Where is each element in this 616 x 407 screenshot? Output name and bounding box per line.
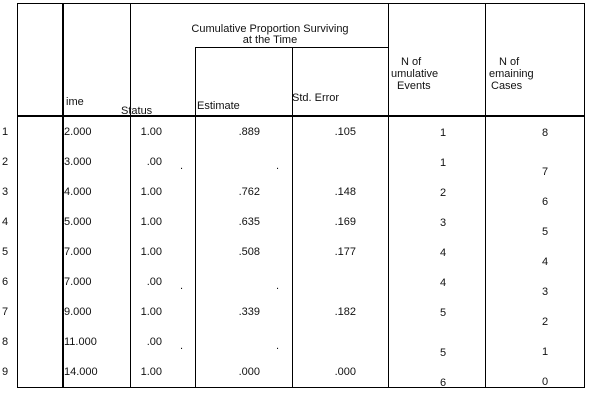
cell-estimate: .762	[238, 186, 260, 198]
cell-events: 4	[439, 247, 447, 259]
cell-std-error: .105	[334, 126, 356, 138]
cell-status: .00	[146, 156, 162, 168]
grid-line	[17, 3, 585, 4]
cell-time: 7.000	[64, 246, 92, 258]
cell-time: 7.000	[64, 276, 92, 288]
cell-estimate: .	[276, 280, 280, 292]
cell-status: 1.00	[140, 126, 162, 138]
cell-status: .00	[146, 276, 162, 288]
cell-remaining: 0	[541, 376, 549, 388]
row-index: 9	[1, 366, 9, 378]
cell-std-error: .177	[334, 246, 356, 258]
cell-events: 2	[439, 187, 447, 199]
cell-estimate: .	[276, 160, 280, 172]
cell-time: 2.000	[64, 126, 92, 138]
row-index: 3	[1, 186, 9, 198]
cell-remaining: 8	[541, 127, 549, 139]
grid-line	[584, 3, 585, 388]
grid-line	[17, 115, 585, 117]
cell-remaining: 3	[541, 286, 549, 298]
row-index: 7	[1, 306, 9, 318]
grid-line	[17, 3, 18, 388]
cell-status: .00	[146, 336, 162, 348]
cell-status: 1.00	[140, 306, 162, 318]
cell-std-error: .000	[334, 366, 356, 378]
cell-blank-dot: .	[180, 340, 184, 352]
grid-line	[195, 47, 389, 48]
row-index: 2	[1, 156, 9, 168]
cell-std-error: .169	[334, 216, 356, 228]
cell-events: 1	[439, 157, 447, 169]
row-index: 5	[1, 246, 9, 258]
cell-estimate: .	[276, 340, 280, 352]
header-events-3: Events	[397, 80, 431, 92]
cell-estimate: .339	[238, 306, 260, 318]
cell-status: 1.00	[140, 246, 162, 258]
cell-events: 5	[439, 307, 447, 319]
cell-std-error: .182	[334, 306, 356, 318]
row-index: 8	[1, 336, 9, 348]
header-group: Cumulative Proportion Surviving	[191, 23, 349, 35]
grid-line	[485, 3, 486, 388]
grid-line	[195, 47, 196, 388]
cell-blank-dot: .	[180, 280, 184, 292]
header-events-1: N of	[401, 56, 422, 68]
cell-blank-dot: .	[180, 160, 184, 172]
cell-events: 5	[439, 347, 447, 359]
header-estimate: Estimate	[197, 100, 240, 112]
cell-estimate: .889	[238, 126, 260, 138]
cell-status: 1.00	[140, 216, 162, 228]
cell-events: 1	[439, 127, 447, 139]
header-status: Status	[121, 105, 153, 117]
cell-events: 6	[439, 377, 447, 389]
cell-time: 14.000	[64, 366, 98, 378]
cell-remaining: 4	[541, 256, 549, 268]
cell-remaining: 6	[541, 196, 549, 208]
cell-remaining: 1	[541, 346, 549, 358]
cell-remaining: 2	[541, 316, 549, 328]
cell-time: 4.000	[64, 186, 92, 198]
cell-std-error: .148	[334, 186, 356, 198]
cell-remaining: 7	[541, 166, 549, 178]
row-index: 6	[1, 276, 9, 288]
cell-remaining: 5	[541, 226, 549, 238]
cell-estimate: .635	[238, 216, 260, 228]
header-remaining-3: Cases	[491, 80, 523, 92]
header-group-line2: at the Time	[242, 34, 298, 46]
header-time: ime	[66, 96, 84, 108]
cell-estimate: .000	[238, 366, 260, 378]
header-remaining-1: N of	[499, 56, 520, 68]
grid-line	[388, 3, 389, 388]
cell-status: 1.00	[140, 366, 162, 378]
cell-time: 5.000	[64, 216, 92, 228]
cell-events: 4	[439, 277, 447, 289]
cell-status: 1.00	[140, 186, 162, 198]
header-std-error: Std. Error	[292, 92, 340, 104]
row-index: 4	[1, 216, 9, 228]
header-remaining-2: emaining	[489, 68, 534, 80]
cell-events: 3	[439, 217, 447, 229]
grid-line	[17, 387, 585, 388]
cell-time: 11.000	[64, 336, 97, 348]
header-events-2: umulative	[391, 68, 439, 80]
cell-time: 3.000	[64, 156, 92, 168]
cell-time: 9.000	[64, 306, 92, 318]
row-index: 1	[1, 126, 9, 138]
cell-estimate: .508	[238, 246, 260, 258]
